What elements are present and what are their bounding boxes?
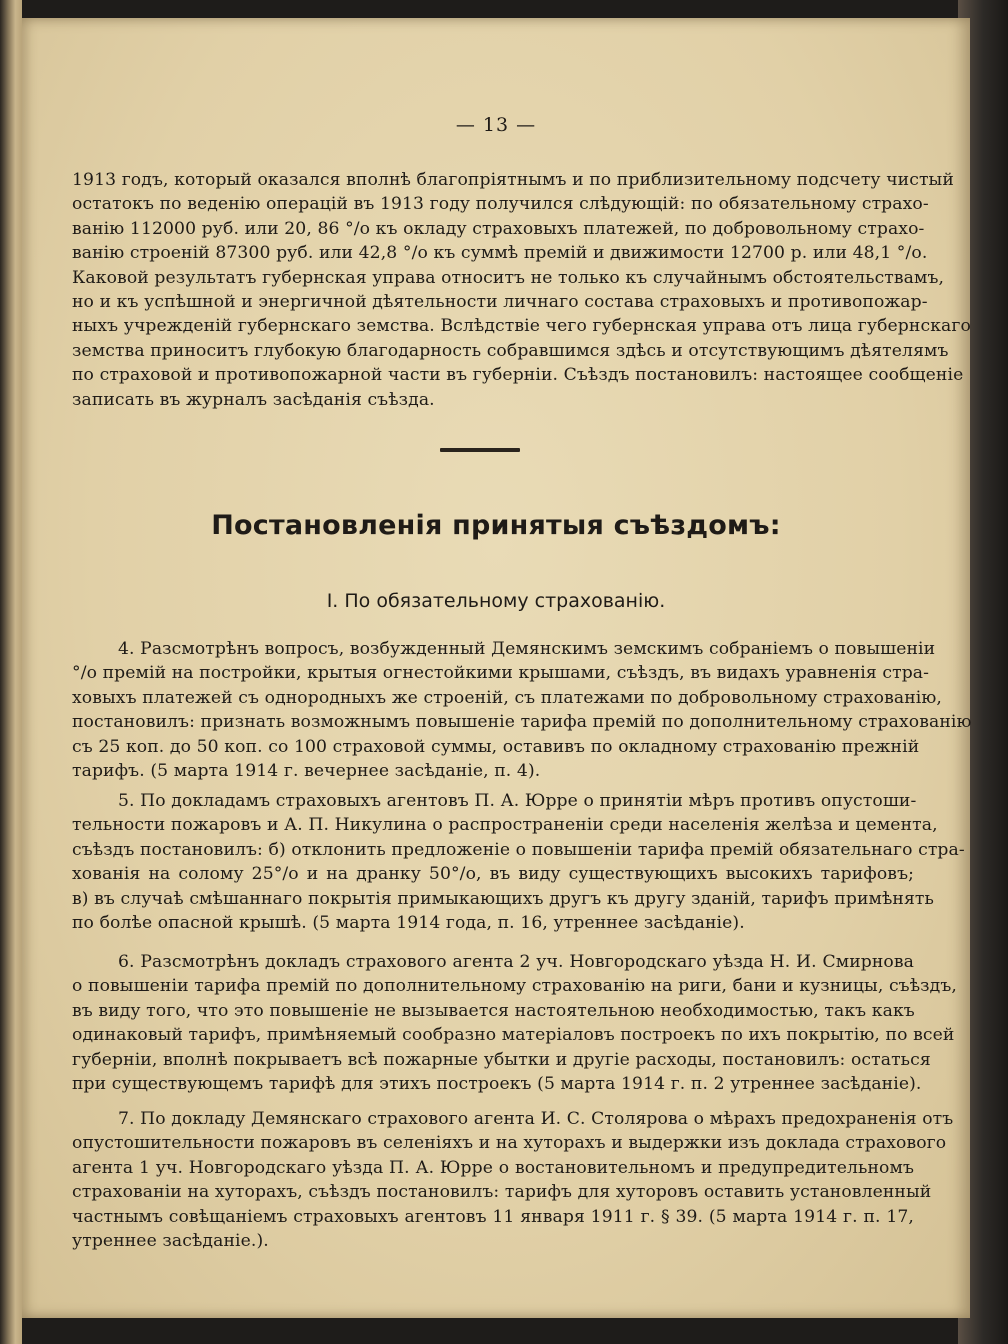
text-line: ныхъ учрежденій губернскаго земства. Вслѣдствіе чего губернская управа отъ лица губернскаго [72,316,971,337]
resolution-5 [72,789,965,935]
text-line: утреннее засѣданіе.). [72,1231,269,1252]
text-line: Каковой результатъ губернская управа относитъ не только къ случайнымъ обстоятельствамъ, [72,267,945,288]
text-line: остатокъ по веденію операцій въ 1913 году получился слѣдующій: по обязательному страхо- [72,194,929,215]
text-line: 6. Разсмотрѣнъ докладъ страхового агента 2 уч. Новгородскаго уѣзда Н. И. Смирнова [118,952,914,972]
text-line: 1913 годъ, который оказался вполнѣ благопріятнымъ и по приблизительному подсчету чистый [72,170,954,190]
text-line: ванію строеній 87300 руб. или 42,8 °/о къ суммѣ премій и движимости 12700 р. или 48,1 °/о. [72,243,928,264]
text-line: по страховой и противопожарной части въ губерніи. Съѣздъ постановилъ: настоящее сообщеніе [72,365,964,386]
text-line: опустошительности пожаровъ въ селеніяхъ и на хуторахъ и выдержки изъ доклада страхового [72,1133,947,1154]
text-line: о повышеніи тарифа премій по дополнительному страхованію на риги, бани и кузницы, съѣздъ, [72,976,957,997]
text-line: °/о премій на постройки, крытыя огнестойкими крышами, съѣздъ, въ видахъ уравненія стра- [72,663,930,684]
text-line: при существующемъ тарифѣ для этихъ построекъ (5 марта 1914 г. п. 2 утреннее засѣданіе). [72,1074,922,1095]
section-divider [440,448,520,452]
text-line: одинаковый тарифъ, примѣняемый сообразно матеріаловъ построекъ по ихъ покрытію, по всей [72,1025,955,1046]
text-line: но и къ успѣшной и энергичной дѣятельности личнаго состава страховыхъ и противопожар- [72,292,928,313]
text-line: тельности пожаровъ и А. П. Никулина о распространеніи среди населенія желѣза и цемента, [72,815,938,836]
text-line: страхованіи на хуторахъ, съѣздъ постановилъ: тарифъ для хуторовъ оставить установленный [72,1182,932,1203]
text-line: записать въ журналъ засѣданія съѣзда. [72,389,435,410]
text-line: постановилъ: признать возможнымъ повышеніе тарифа премій по дополнительному страхованію [72,712,972,733]
text-line: въ виду того, что это повышеніе не вызывается настоятельною необходимостью, такъ какъ [72,1000,915,1021]
text-line: 7. По докладу Демянскаго страхового агента И. С. Столярова о мѣрахъ предохраненія отъ [118,1109,954,1129]
text-line: по болѣе опасной крышѣ. (5 марта 1914 года, п. 16, утреннее засѣданіе). [72,913,745,934]
intro-paragraph [72,168,971,412]
resolution-7 [72,1107,954,1253]
text-line: губерніи, вполнѣ покрываетъ всѣ пожарные убытки и другіе расходы, постановилъ: остаться [72,1049,931,1070]
text-line: съѣздъ постановилъ: б) отклонить предложеніе о повышеніи тарифа премій обязательнаго стра- [72,839,965,860]
text-line: частнымъ совѣщаніемъ страховыхъ агентовъ 11 января 1911 г. § 39. (5 марта 1914 г. п. 17, [72,1206,914,1227]
text-line: ховыхъ платежей съ однородныхъ же строеній, съ платежами по добровольному страхованію, [72,687,942,708]
text-line: в) въ случаѣ смѣшаннаго покрытія примыкающихъ другъ къ другу зданій, тарифъ примѣнять [72,888,934,909]
document-page [22,18,970,1318]
text-line: агента 1 уч. Новгородскаго уѣзда П. А. Юрре о востановительномъ и предупредительномъ [72,1157,914,1178]
text-line: 4. Разсмотрѣнъ вопросъ, возбужденный Демянскимъ земскимъ собраніемъ о повышеніи [118,639,936,659]
page-number: — 13 — [455,114,537,136]
text-line: земства приноситъ глубокую благодарность собравшимся здѣсь и отсутствующимъ дѣятелямъ [72,340,949,361]
text-line: 5. По докладамъ страховыхъ агентовъ П. А. Юрре о принятіи мѣръ противъ опустоши- [118,791,917,811]
resolution-4 [72,637,972,783]
text-line: ванію 112000 руб. или 20, 86 °/о къ окладу страховыхъ платежей, по добровольному страхо- [72,218,925,239]
subsection-title: I. По обязательному страхованію. [326,590,666,612]
text-line: хованія на солому 25°/о и на дранку 50°/о, въ виду существующихъ высокихъ тарифовъ; [72,864,914,885]
text-line: тарифъ. (5 марта 1914 г. вечернее засѣданіе, п. 4). [72,761,541,782]
book-binding-edge [0,0,22,1344]
text-line: съ 25 коп. до 50 коп. со 100 страховой суммы, оставивъ по окладному страхованію прежній [72,736,920,757]
section-title: Постановленія принятыя съѣздомъ: [211,510,781,541]
resolution-6 [72,950,957,1096]
